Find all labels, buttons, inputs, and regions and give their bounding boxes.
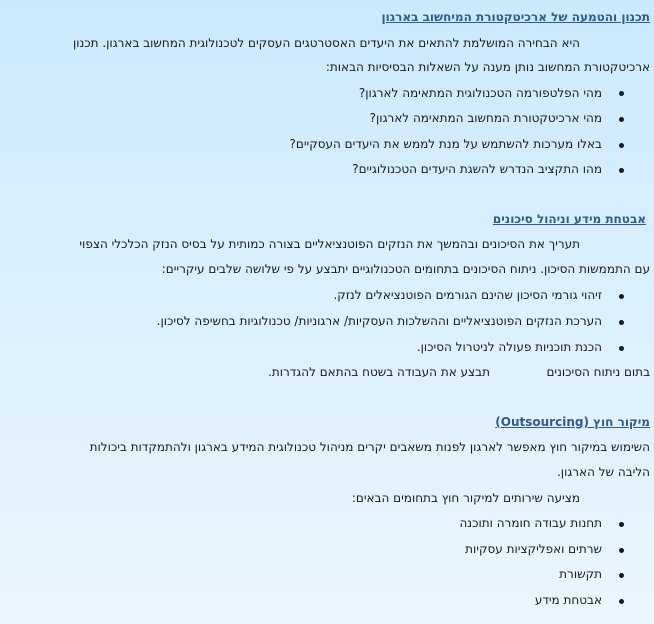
bullet-icon bbox=[619, 91, 624, 96]
list-item-text: תחנות עבודה חומרה ותוכנה bbox=[459, 516, 602, 530]
list-item-text: מהו התקציב הנדרש להשגת היעדים הטכנולוגיים? bbox=[352, 162, 602, 176]
list-item-text: שרתים ואפליקציות עסקיות bbox=[465, 542, 602, 556]
section2-closing-part2: תבצע את העבודה בשטח בהתאם להגדרות. bbox=[268, 365, 490, 379]
list-item-text: באלו מערכות להשתמש על מנת לממש את היעדים העסקיים? bbox=[289, 137, 602, 151]
list-item-text: מהי הפלטפורמה הטכנולוגית המתאימה לארגון? bbox=[358, 86, 602, 100]
list-item-text: הכנת תוכניות פעולה לניטרול הסיכון. bbox=[416, 340, 602, 354]
section3-paragraph-line2: הליבה של הארגון. bbox=[556, 465, 650, 479]
bullet-icon bbox=[619, 320, 624, 325]
bullet-icon bbox=[619, 168, 624, 173]
bullet-icon bbox=[619, 573, 624, 578]
section1-paragraph-line1: היא הבחירה המושלמת להתאים את היעדים האסטרטגים העסקים לטכנולוגית המחשוב בארגון. תכנון bbox=[72, 36, 580, 50]
list-item-text: אבטחת מידע bbox=[534, 593, 602, 607]
bullet-icon bbox=[619, 117, 624, 122]
section2-paragraph-line1: תעריך את הסיכונים ובהמשך את הנזקים הפוטנציאליים בצורה כמותית על בסיס הנזק הכלכלי הצפוי bbox=[79, 237, 580, 251]
list-item-text: תקשורת bbox=[559, 567, 602, 581]
section-title-architecture: תכנון והטמעה של ארכיטקטורת המיחשוב בארגון bbox=[381, 10, 650, 24]
section-title-security: אבטחת מידע וניהול סיכונים bbox=[492, 212, 646, 226]
section3-paragraph-line1: השימוש במיקור חוץ מאפשר לארגון לפנות משאבים יקרים מניהול טכנולוגית המידע בארגון ולהתמקדות ביכולות bbox=[89, 440, 650, 454]
section-title-outsourcing: מיקור חוץ (Outsourcing) bbox=[495, 415, 650, 429]
section1-paragraph-line2: ארכיטקטורת המחשוב נותן מענה על השאלות הבסיסיות הבאות: bbox=[325, 60, 650, 74]
bullet-icon bbox=[619, 599, 624, 604]
list-item-text: הערכת הנזקים הפוטנציאליים וההשלכות העסקיות/ ארגוניות/ טכנולוגיות בחשיפה לסיכון. bbox=[156, 314, 602, 328]
section3-intro: מציעה שירותים למיקור חוץ בתחומים הבאים: bbox=[351, 491, 580, 505]
bullet-icon bbox=[619, 143, 624, 148]
bullet-icon bbox=[619, 346, 624, 351]
bullet-icon bbox=[619, 548, 624, 553]
section2-closing-part1: בתום ניתוח הסיכונים bbox=[546, 365, 650, 379]
section2-paragraph-line2: עם התממשות הסיכון. ניתוח הסיכונים בתחומים הטכנולוגיים יתבצע על פי שלושה שלבים עיקריים: bbox=[161, 262, 650, 276]
list-item-text: זיהוי גורמי הסיכון שהינם הגורמים הפוטנציאלים לנזק. bbox=[333, 288, 602, 302]
list-item-text: מהי ארכיטקטורת המחשוב המתאימה לארגון? bbox=[369, 111, 602, 125]
bullet-icon bbox=[619, 522, 624, 527]
bullet-icon bbox=[619, 294, 624, 299]
